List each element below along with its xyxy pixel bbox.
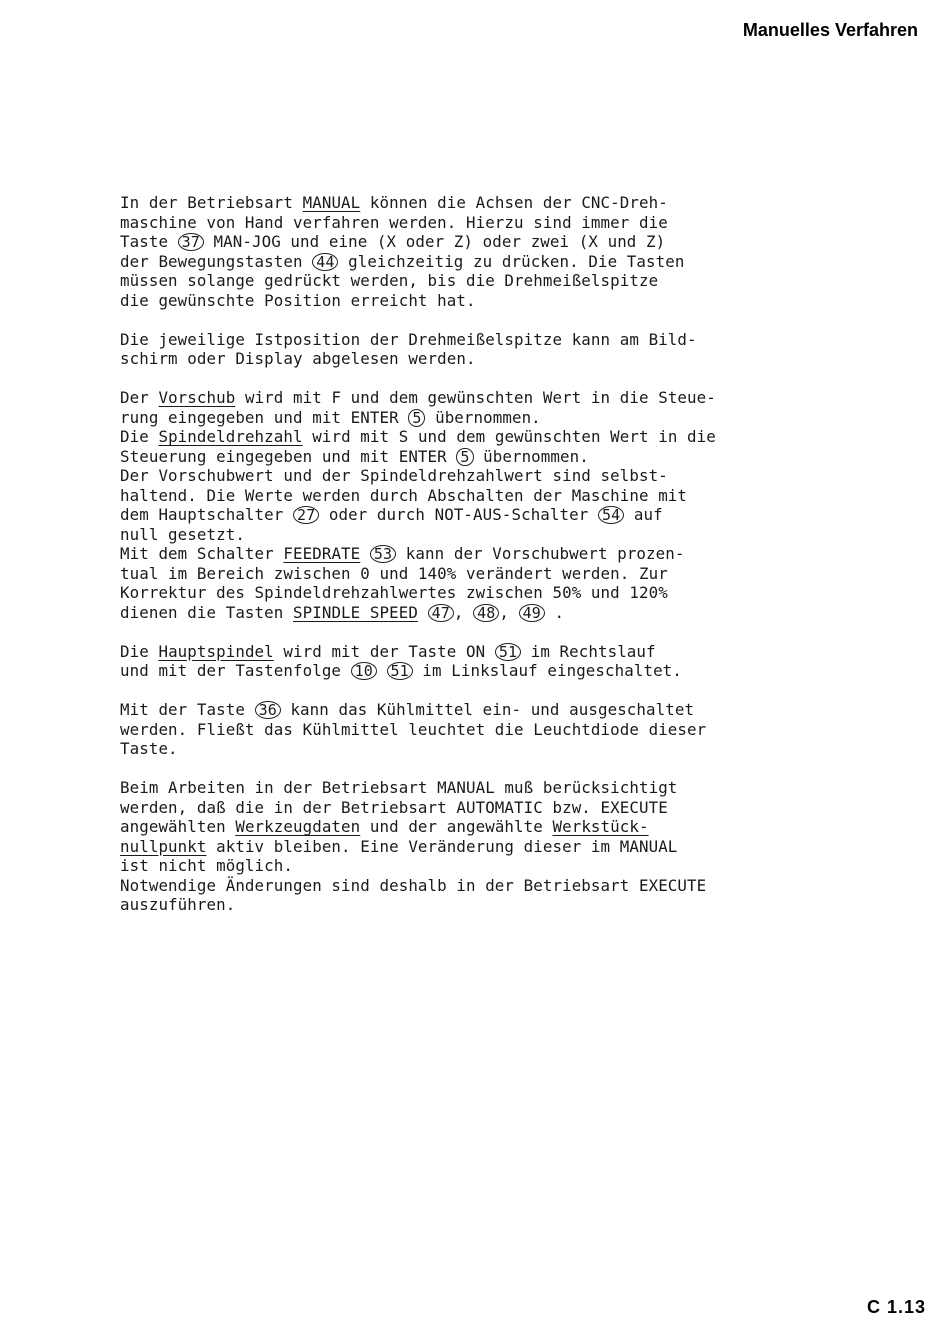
- text-run: Mit der Taste: [120, 700, 255, 719]
- text-line: [120, 856, 860, 876]
- text-line: [120, 661, 860, 681]
- key-reference-badge: 44: [312, 253, 338, 271]
- key-reference-badge: 47: [428, 604, 454, 622]
- text-run: Taste.: [120, 739, 178, 758]
- text-line: [120, 330, 860, 350]
- text-run: Notwendige Änderungen sind deshalb in der Betriebsart EXECUTE: [120, 875, 707, 895]
- text-run: Taste: [120, 232, 178, 251]
- page-number: C 1.13: [866, 1297, 926, 1317]
- key-reference-badge: 51: [495, 643, 521, 661]
- text-line: [120, 291, 860, 311]
- text-run: wird mit der Taste ON: [273, 641, 495, 661]
- key-reference-badge: 51: [387, 662, 413, 680]
- text-run: können die Achsen der CNC-Dreh-: [360, 193, 668, 212]
- underlined-term: Spindeldrehzahl: [158, 427, 303, 446]
- text-run: und der angewählte: [360, 817, 553, 836]
- text-line: [120, 447, 860, 467]
- text-run: MAN-JOG und eine (X oder Z) oder zwei (X und Z): [203, 232, 666, 251]
- text-line: [120, 525, 860, 545]
- text-line: [120, 642, 860, 662]
- paragraph: [120, 388, 860, 622]
- underlined-term: FEEDRATE: [283, 544, 361, 563]
- paragraph: [120, 642, 860, 681]
- text-run: kann das Kühlmittel ein- und ausgeschaltet: [280, 700, 695, 719]
- underlined-term: Hauptspindel: [158, 641, 274, 661]
- paragraph: [120, 700, 860, 759]
- key-reference-badge: 49: [519, 604, 545, 622]
- text-run: im Linkslauf eingeschaltet.: [412, 661, 682, 680]
- text-run: auszuführen.: [120, 895, 236, 914]
- text-line: [120, 193, 860, 213]
- text-run: auf: [624, 505, 663, 524]
- text-run: rung eingegeben und mit ENTER: [120, 407, 409, 427]
- key-reference-badge: 5: [456, 448, 473, 466]
- text-run: Die jeweilige Istposition der Drehmeißelspitze kann am Bild-: [120, 329, 697, 349]
- underlined-term: MANUAL: [302, 193, 361, 212]
- text-run: [377, 661, 387, 680]
- underlined-term: nullpunkt: [120, 836, 207, 856]
- key-reference-badge: 48: [473, 604, 499, 622]
- text-run: werden, daß die in der Betriebsart AUTOMATIC bzw. EXECUTE: [120, 797, 668, 817]
- underlined-term: SPINDLE SPEED: [293, 602, 418, 622]
- text-run: aktiv bleiben. Eine Veränderung dieser im MANUAL: [206, 836, 678, 856]
- text-line: [120, 700, 860, 720]
- underlined-term: Werkzeugdaten: [235, 817, 361, 836]
- text-line: [120, 486, 860, 506]
- underlined-term: Vorschub: [158, 388, 236, 407]
- document-body: [120, 193, 860, 934]
- key-reference-badge: 10: [351, 662, 377, 680]
- key-reference-badge: 54: [598, 506, 624, 524]
- text-run: müssen solange gedrückt werden, bis die Drehmeißelspitze: [120, 271, 659, 290]
- text-run: übernommen.: [473, 446, 589, 466]
- text-run: wird mit S und dem gewünschten Wert in die: [302, 427, 716, 446]
- text-line: [120, 603, 860, 623]
- text-line: [120, 213, 860, 233]
- text-line: [120, 583, 860, 603]
- text-run: kann der Vorschubwert prozen-: [396, 544, 685, 563]
- text-run: [418, 603, 428, 622]
- text-run: schirm oder Display abgelesen werden.: [120, 349, 476, 368]
- text-run: wird mit F und dem gewünschten Wert in die Steue-: [235, 388, 716, 407]
- text-run: gleichzeitig zu drücken. Die Tasten: [338, 251, 685, 271]
- text-line: [120, 564, 860, 584]
- text-run: [360, 544, 370, 563]
- key-reference-badge: 27: [293, 506, 319, 524]
- text-run: der Bewegungstasten: [120, 251, 313, 271]
- key-reference-badge: 37: [178, 233, 204, 251]
- text-line: [120, 876, 860, 896]
- text-run: ,: [499, 602, 519, 622]
- text-line: [120, 349, 860, 369]
- text-run: Korrektur des Spindeldrehzahlwertes zwischen 50% und 120%: [120, 583, 668, 602]
- text-run: maschine von Hand verfahren werden. Hierzu sind immer die: [120, 212, 668, 232]
- text-line: [120, 817, 860, 837]
- text-line: [120, 271, 860, 291]
- text-run: In der Betriebsart: [120, 193, 303, 212]
- paragraph: [120, 778, 860, 915]
- text-run: die gewünschte Position erreicht hat.: [120, 290, 476, 310]
- text-line: [120, 720, 860, 740]
- text-run: dem Hauptschalter: [120, 505, 293, 524]
- text-line: [120, 895, 860, 915]
- key-reference-badge: 5: [408, 409, 425, 427]
- text-run: Die: [120, 641, 159, 661]
- text-run: Beim Arbeiten in der Betriebsart MANUAL muß berücksichtigt: [120, 778, 678, 797]
- text-line: [120, 778, 860, 798]
- text-line: [120, 388, 860, 408]
- text-run: oder durch NOT-AUS-Schalter: [319, 505, 598, 524]
- text-line: [120, 466, 860, 486]
- paragraph: [120, 193, 860, 310]
- text-run: angewählten: [120, 817, 236, 836]
- text-run: werden. Fließt das Kühlmittel leuchtet die Leuchtdiode dieser: [120, 719, 707, 739]
- underlined-term: Werkstück-: [552, 817, 649, 836]
- text-line: [120, 544, 860, 564]
- text-run: Der: [120, 388, 159, 407]
- text-run: ,: [453, 602, 474, 622]
- text-run: haltend. Die Werte werden durch Abschalten der Maschine mit: [120, 485, 688, 505]
- text-run: Der Vorschubwert und der Spindeldrehzahlwert sind selbst-: [120, 466, 668, 485]
- text-run: null gesetzt.: [120, 524, 245, 544]
- text-line: [120, 427, 860, 447]
- paragraph: [120, 330, 860, 369]
- text-run: ist nicht möglich.: [120, 856, 293, 875]
- text-line: [120, 739, 860, 759]
- text-line: [120, 408, 860, 428]
- text-run: und mit der Tastenfolge: [120, 661, 351, 680]
- text-run: Die: [120, 427, 159, 446]
- text-line: [120, 505, 860, 525]
- text-run: dienen die Tasten: [120, 602, 293, 622]
- text-run: Mit dem Schalter: [120, 544, 284, 563]
- text-line: [120, 837, 860, 857]
- text-line: [120, 252, 860, 272]
- text-line: [120, 232, 860, 252]
- text-run: Steuerung eingegeben und mit ENTER: [120, 446, 457, 466]
- text-run: im Rechtslauf: [521, 641, 656, 661]
- key-reference-badge: 53: [370, 545, 396, 563]
- text-line: [120, 798, 860, 818]
- text-run: tual im Bereich zwischen 0 und 140% verändert werden. Zur: [120, 563, 668, 583]
- text-run: .: [544, 602, 565, 622]
- page-title: Manuelles Verfahren: [742, 20, 918, 40]
- text-run: übernommen.: [425, 407, 541, 427]
- key-reference-badge: 36: [255, 701, 281, 719]
